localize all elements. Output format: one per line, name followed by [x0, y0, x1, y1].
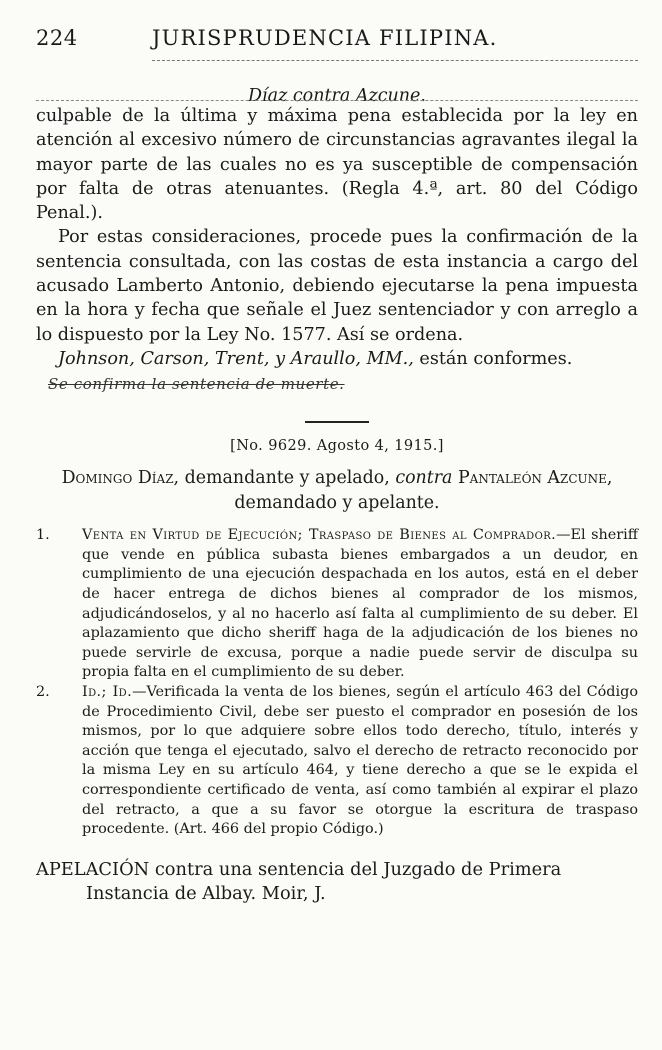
opinion-paragraph-1: culpable de la última y máxima pena establecida por la ley en atención al excesivo número de circunstancias agravantes ilegal la mayor parte de las cuales no es ya susceptible de compensación por falta de otras atenuantes. (Regla 4.ª, art. 80 del Código Penal.).: [36, 106, 638, 224]
page-header: [36, 22, 638, 106]
plaintiff-role: demandante y apelado,: [184, 468, 390, 489]
case-title: Díaz contra Azcune.: [248, 86, 426, 106]
syllabus-item: [36, 683, 638, 840]
justices-text: están conformes.: [419, 348, 573, 369]
contra-word: contra: [395, 468, 453, 489]
section-divider: [305, 421, 369, 423]
header-rule: [152, 60, 638, 61]
syllabus-body: [82, 683, 638, 840]
running-title: JURISPRUDENCIA FILIPINA.: [152, 26, 498, 50]
opinion-paragraph-2: Por estas consideraciones, procede pues la confirmación de la sentencia consultada, con las costas de esta instancia a cargo del acusado Lamberto Antonio, debiendo ejecutarse la pena impuesta en la hora y fecha que señale el Juez sentenciador y con arreglo a lo dispuesto por la Ley No. 1577. Así se ordena.: [36, 227, 638, 345]
case-parties: [36, 466, 638, 516]
syllabus-text: —El sheriff que vende en pública subasta bienes embargados a un deudor, en cumplimiento de una ejecución despachada en los autos, está en el deber de hacer entrega de dichos bienes al comprador de los mismos, adjudicándoselos, y al no hacerlo así falta al cumplimiento de su deber. El aplazamiento que dicho sheriff haga de la adjudicación de los bienes no puede servirle de excusa, porque a nadie puede servir de disculpa su propia falta en el cumplimiento de su deber.: [82, 527, 638, 681]
syllabus-heading: Id.; Id.: [82, 684, 133, 701]
syllabus: [36, 526, 638, 840]
syllabus-text: —Verificada la venta de los bienes, según el artículo 463 del Código de Procedimiento Civil, debe ser puesto el comprador en posesión de los mismos, por lo que adquiere sobre ellos todo derecho, título, interés y acción que tenga el ejecutado, salvo el derecho de retracto reconocido por la misma Ley en su artículo 464, y tiene derecho a que se le expida el correspondiente certificado de venta, así como también al expirar el plazo del retracto, a que a su favor se otorgue la escritura de traspaso procedente. (Art. 466 del propio Código.): [82, 684, 638, 838]
defendant-name: Pantaleón Azcune,: [457, 468, 613, 489]
syllabus-number: 2.: [36, 684, 50, 701]
case-number: [No. 9629. Agosto 4, 1915.]: [230, 438, 444, 455]
justices-line: [36, 347, 638, 371]
justices-names: Johnson, Carson, Trent, y Araullo, MM.,: [58, 348, 414, 369]
syllabus-heading: Venta en Virtud de Ejecución; Traspaso de Bienes al Comprador.: [82, 527, 557, 544]
header-divider: [36, 100, 638, 101]
page-number: 224: [36, 26, 78, 50]
ruling: Se confirma la sentencia de muerte.: [48, 375, 345, 394]
defendant-role: demandado y apelante.: [234, 493, 440, 514]
syllabus-item: [36, 526, 638, 683]
appeal-line: APELACIÓN contra una sentencia del Juzgado de Primera Instancia de Albay. Moir, J.: [36, 858, 562, 904]
syllabus-number: 1.: [36, 527, 50, 544]
syllabus-body: [82, 526, 638, 683]
page-body: [36, 104, 638, 906]
plaintiff-name: Domingo Díaz,: [61, 468, 180, 489]
